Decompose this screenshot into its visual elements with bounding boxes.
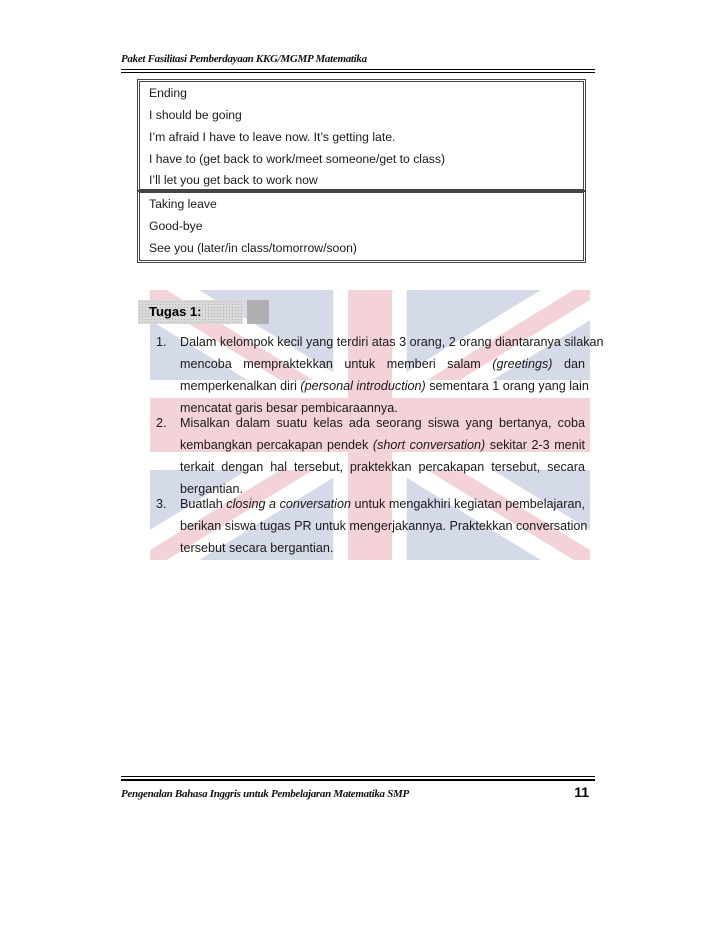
- italic-term: closing a conversation: [226, 497, 351, 511]
- task-item-text-line: berikan siswa tugas PR untuk mengerjakannya. Praktekkan conversation: [180, 519, 588, 533]
- italic-term: (greetings): [492, 357, 553, 371]
- ending-phrases-box: [137, 79, 586, 192]
- header-rule-thin: [121, 72, 595, 73]
- footer-rule-thin: [121, 776, 595, 777]
- phrase-line: Good-bye: [149, 219, 203, 233]
- task-item-text-line: Misalkan dalam suatu kelas ada seorang siswa yang bertanya, coba: [180, 416, 585, 430]
- task-label: Tugas 1:: [138, 300, 243, 324]
- header-rule: [121, 69, 595, 70]
- phrase-line: I’m afraid I have to leave now. It’s getting late.: [149, 130, 396, 144]
- italic-term: (short conversation): [372, 438, 486, 452]
- task-item-text-line: mencatat garis besar pembicaraannya.: [180, 401, 398, 415]
- task-item-text-line: tersebut secara bergantian.: [180, 541, 334, 555]
- running-footer: Pengenalan Bahasa Inggris untuk Pembelajaran Matematika SMP: [121, 788, 409, 800]
- task-item-text-line: Dalam kelompok kecil yang terdiri atas 3 orang, 2 orang diantaranya silakan: [180, 335, 604, 349]
- task-item-text-line: Buatlah closing a conversation untuk mengakhiri kegiatan pembelajaran,: [180, 497, 586, 511]
- phrase-line: See you (later/in class/tomorrow/soon): [149, 241, 357, 255]
- box-heading-taking-leave: Taking leave: [149, 197, 217, 211]
- task-item-number: 3.: [156, 497, 167, 511]
- running-header: Paket Fasilitasi Pemberdayaan KKG/MGMP Matematika: [121, 53, 367, 65]
- taking-leave-box: [137, 190, 586, 263]
- task-item-number: 2.: [156, 416, 167, 430]
- phrase-line: I should be going: [149, 108, 242, 122]
- italic-term: (personal introduction): [300, 379, 426, 393]
- task-item-text-line: bergantian.: [180, 482, 244, 496]
- box-heading-ending: Ending: [149, 86, 187, 100]
- task-item-number: 1.: [156, 335, 167, 349]
- page-number: 11: [574, 784, 589, 800]
- footer-rule: [121, 779, 595, 781]
- task-item-text-line: terkait dengan hal tersebut, praktekkan percakapan tersebut, secara: [180, 460, 585, 474]
- task-label-accent: [247, 300, 269, 324]
- phrase-line: I’ll let you get back to work now: [149, 173, 318, 187]
- task-item-text-line: mencoba mempraktekkan untuk memberi salam (greetings) dan: [180, 357, 585, 371]
- task-item-text-line: kembangkan percakapan pendek (short conversation) sekitar 2-3 menit: [180, 438, 585, 452]
- phrase-line: I have to (get back to work/meet someone/get to class): [149, 152, 446, 166]
- task-item-text-line: memperkenalkan diri (personal introduction) sementara 1 orang yang lain: [180, 379, 589, 393]
